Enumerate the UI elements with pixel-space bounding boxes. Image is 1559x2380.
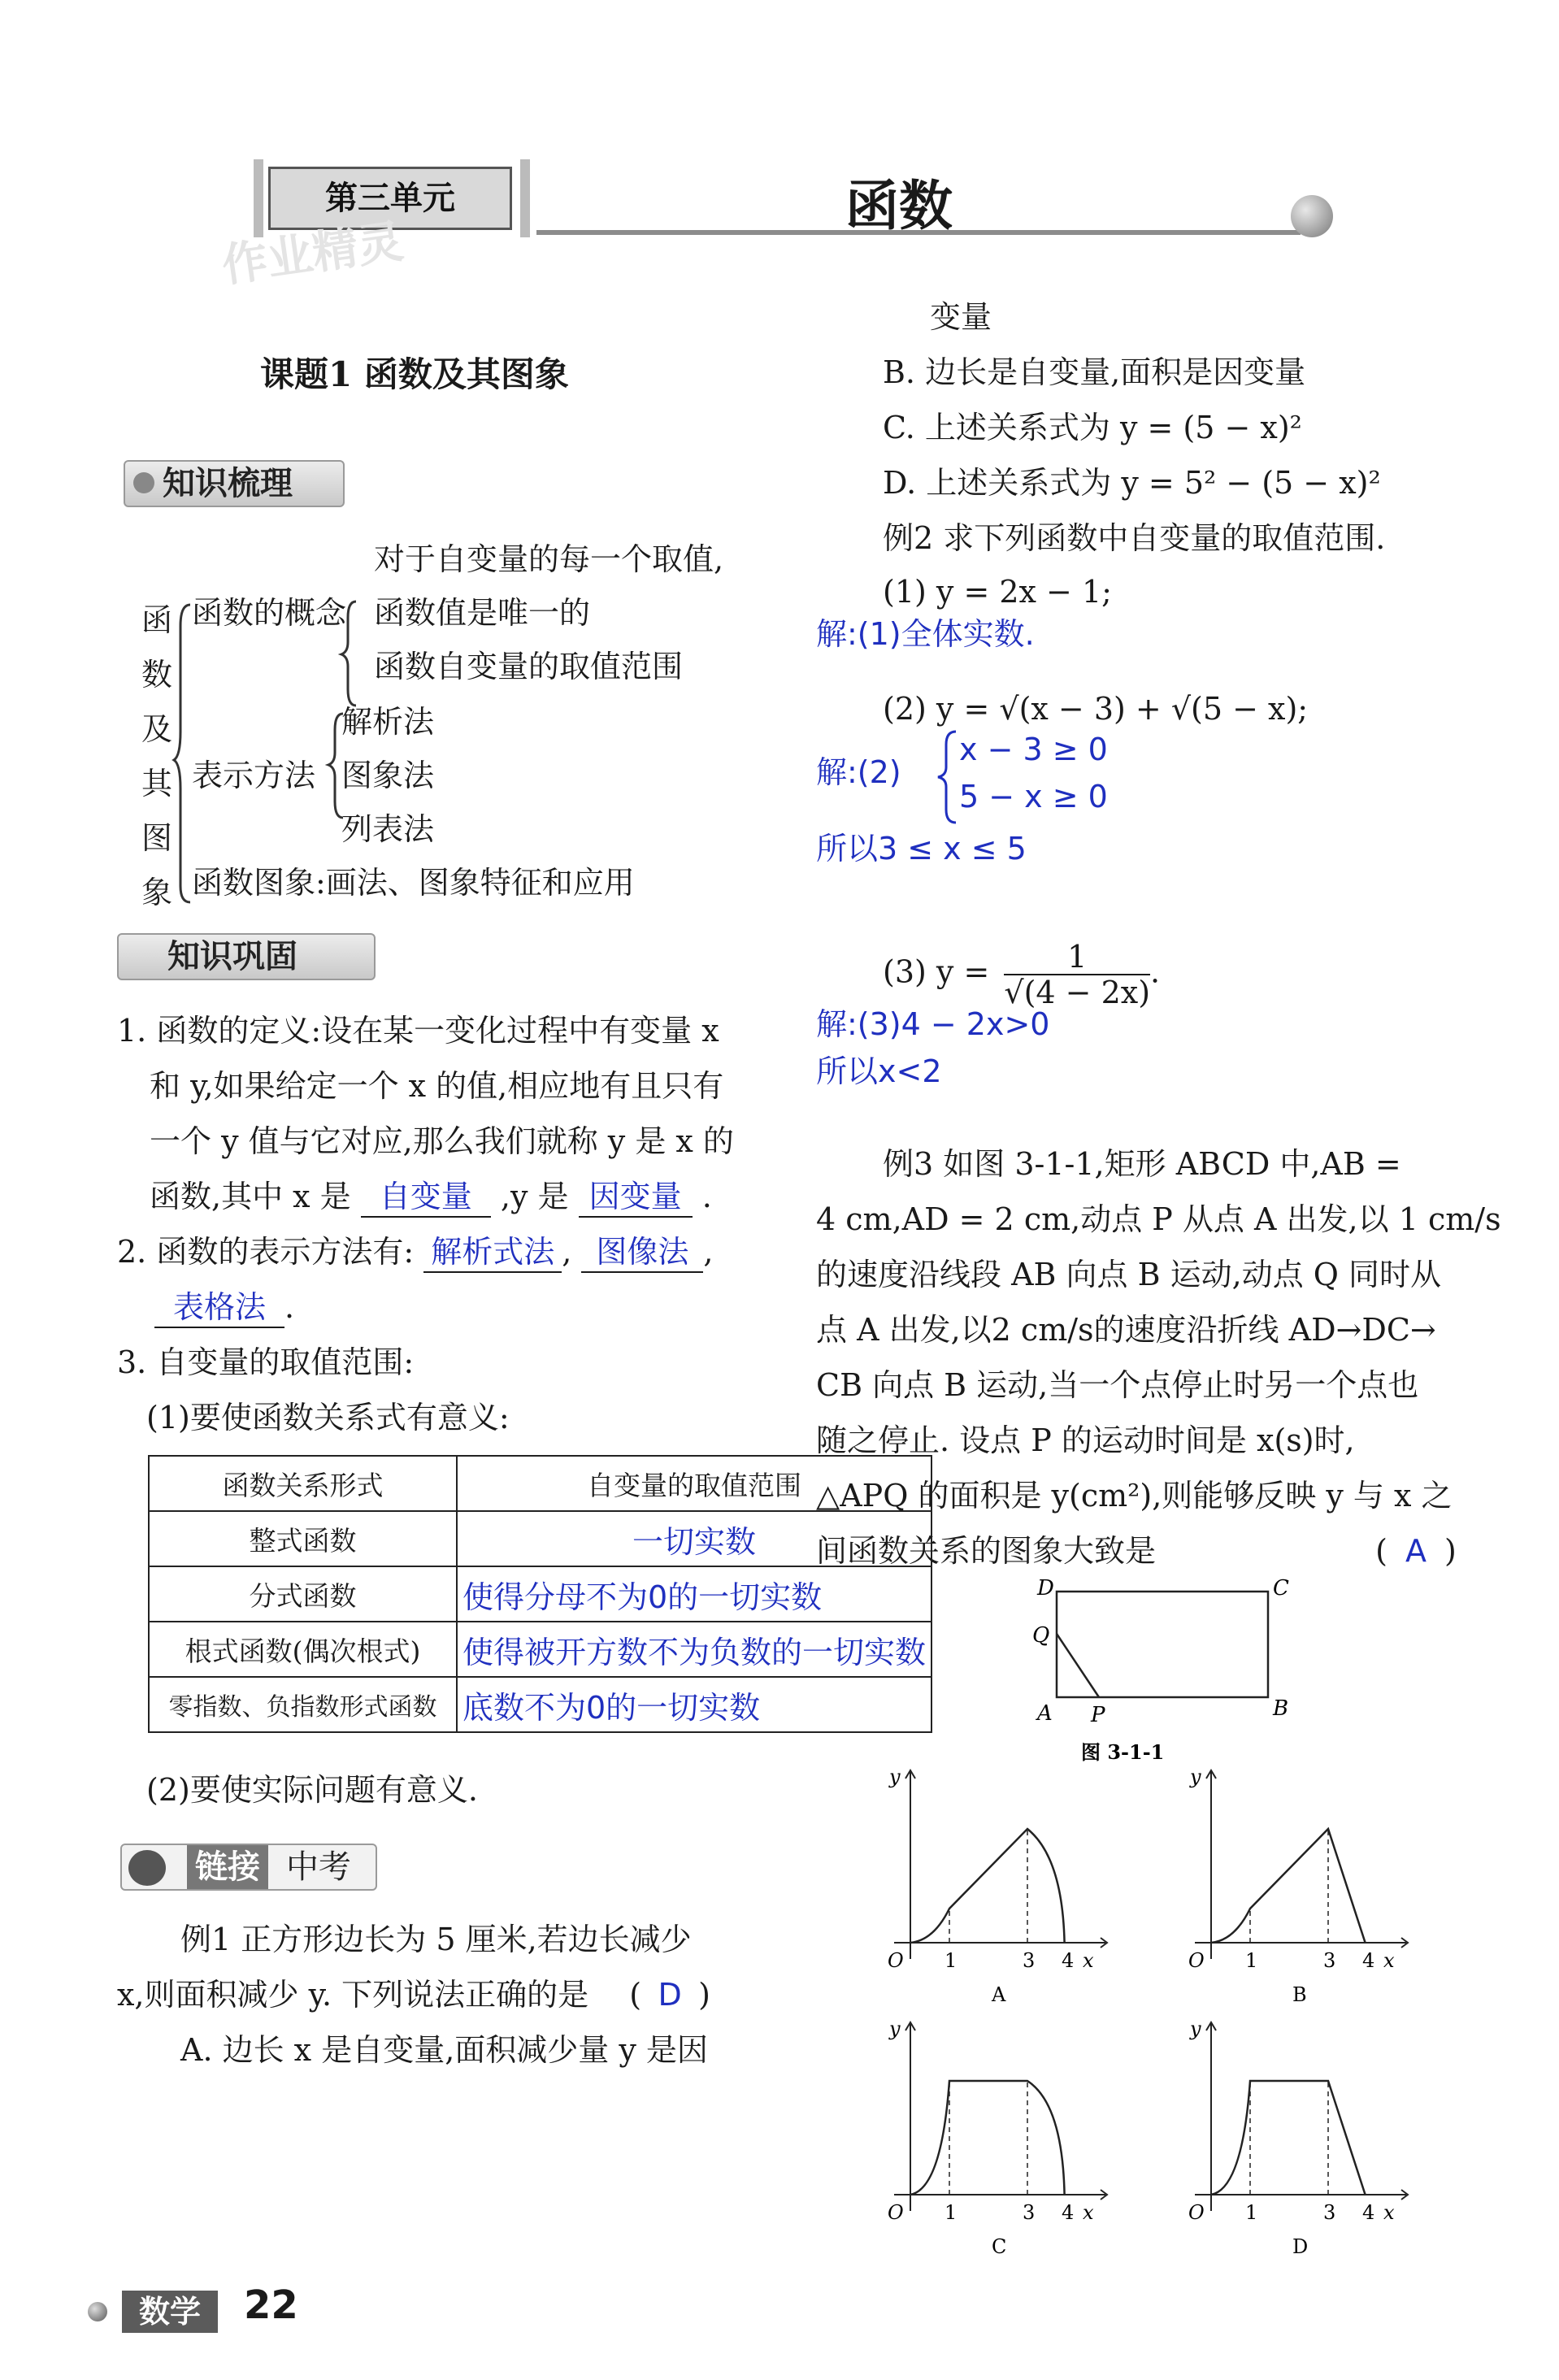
chapter-title: 函数 (845, 175, 953, 237)
ex3-line: 4 cm,AD = 2 cm,动点 P 从点 A 出发,以 1 cm/s (816, 1201, 1501, 1237)
ex2-title: 例2 求下列函数中自变量的取值范围. (883, 520, 1386, 556)
table-cell: 零指数、负指数形式函数 (149, 1677, 457, 1732)
q2-text: 2. 函数的表示方法有: (117, 1234, 415, 1270)
ex1-text: x,则面积减少 y. 下列说法正确的是 (117, 1977, 589, 2013)
fraction-numerator: 1 (1004, 940, 1150, 975)
q1-line: 和 y,如果给定一个 x 的值,相应地有且只有 (150, 1068, 724, 1104)
tree-root-char: 其 (141, 766, 173, 801)
ex1-option-c: C. 上述关系式为 y = (5 − x)² (883, 410, 1302, 445)
option-label: A (992, 1983, 1006, 2006)
x-axis-label: x (1383, 2201, 1395, 2224)
option-graph-A (862, 1764, 1105, 2008)
ex3-line: 随之停止. 设点 P 的运动时间是 x(s)时, (816, 1422, 1355, 1458)
origin-label: O (1188, 1949, 1205, 1972)
ex2-s3-result: 所以x<2 (816, 1053, 942, 1089)
ex1-option-a-cont: 变量 (930, 299, 992, 335)
table-row (149, 1566, 931, 1622)
range-table (148, 1455, 932, 1733)
tick-label: 4 (1062, 2201, 1075, 2224)
subject-badge: 数学 (122, 2291, 218, 2333)
unit-label: 第三单元 (268, 167, 512, 230)
ex1-line: x,则面积减少 y. 下列说法正确的是 ( D ) (117, 1977, 710, 2013)
table-cell-answer: 底数不为0的一切实数 (457, 1677, 931, 1732)
tick-label: 4 (1362, 1949, 1375, 1972)
q2-line: 2. 函数的表示方法有: 解析式法 , 图像法 , (117, 1232, 714, 1273)
tick-label: 1 (945, 1949, 958, 1972)
fig-label-D: D (1037, 1576, 1054, 1600)
option-graph-B (1162, 1764, 1406, 2008)
table-row (149, 1677, 931, 1732)
table-header: 自变量的取值范围 (457, 1456, 931, 1511)
tick-label: 1 (1245, 2201, 1258, 2224)
q1-answer-1: 自变量 (361, 1177, 491, 1218)
origin-label: O (888, 1949, 904, 1972)
fig-label-C: C (1273, 1576, 1289, 1600)
fig-label-A: A (1037, 1701, 1053, 1726)
option-label: D (1292, 2235, 1309, 2258)
origin-label: O (1188, 2201, 1205, 2224)
option-label: B (1292, 1983, 1307, 2006)
ex3-line: △APQ 的面积是 y(cm²),则能够反映 y 与 x 之 (816, 1478, 1453, 1514)
ex1-line: 例1 正方形边长为 5 厘米,若边长减少 (180, 1922, 692, 1957)
q1-line-answers (150, 1177, 712, 1218)
header-bar-right (520, 159, 530, 237)
tree-concept-item: 函数自变量的取值范围 (374, 649, 684, 684)
ex2-p3: (3) y = $\frac{1}{√(4 - 2x)}$ . (883, 939, 1161, 1010)
ex3-line-last: 间函数关系的图象大致是 ( A ) (816, 1533, 1457, 1569)
table-row (149, 1622, 931, 1677)
knowledge-consolidate-tag (117, 933, 376, 980)
option-label: C (992, 2235, 1007, 2258)
tick-label: 3 (1023, 1949, 1036, 1972)
knowledge-sort-tag (124, 460, 345, 507)
tree-root-char: 及 (141, 711, 173, 747)
q2-line-2: 表格法 . (154, 1288, 294, 1328)
y-axis-label: y (889, 2017, 901, 2040)
page-number: 22 (244, 2282, 298, 2328)
ex2-s2-result: 所以3 ≤ x ≤ 5 (816, 831, 1027, 866)
q1-text: . (701, 1179, 712, 1214)
fig-label-P: P (1091, 1703, 1105, 1727)
q1-text: ,y 是 (500, 1179, 569, 1214)
option-graph-D (1162, 2016, 1406, 2260)
system-brace (935, 728, 959, 826)
tree-concept-item: 函数值是唯一的 (374, 595, 591, 631)
tree-method-item: 列表法 (341, 811, 435, 847)
ex3-line: 例3 如图 3-1-1,矩形 ABCD 中,AB = (883, 1146, 1401, 1182)
table-cell-answer: 使得被开方数不为负数的一切实数 (457, 1622, 931, 1677)
y-axis-label: y (889, 1765, 901, 1788)
table-cell-answer: 一切实数 (457, 1511, 931, 1566)
figure-rectangle (1016, 1575, 1289, 1770)
tick-label: 1 (1245, 1949, 1258, 1972)
x-axis-label: x (1083, 1949, 1094, 1972)
ex2-p1: (1) y = 2x − 1; (883, 574, 1112, 610)
tree-methods: 表示方法 (192, 758, 316, 793)
tick-label: 4 (1362, 2201, 1375, 2224)
q3-sub2: (2)要使实际问题有意义. (146, 1772, 478, 1808)
tag-label: 知识巩固 (167, 938, 297, 975)
tick-label: 3 (1323, 1949, 1336, 1972)
tree-concept-item: 对于自变量的每一个取值, (374, 541, 724, 577)
curve (1211, 2081, 1366, 2195)
q3-title: 3. 自变量的取值范围: (117, 1344, 415, 1380)
q1-line: 一个 y 值与它对应,那么我们就称 y 是 x 的 (150, 1123, 734, 1159)
ex3-answer: A (1405, 1533, 1427, 1569)
q1-line: 1. 函数的定义:设在某一变化过程中有变量 x (117, 1013, 719, 1049)
x-axis-label: x (1083, 2201, 1094, 2224)
tree-concept: 函数的概念 (192, 595, 347, 631)
ex1-option-b: B. 边长是自变量,面积是因变量 (883, 354, 1306, 390)
ex2-s2-l1: x − 3 ≥ 0 (959, 732, 1108, 767)
exam-label: 中考 (285, 1848, 351, 1886)
tick-label: 4 (1062, 1949, 1075, 1972)
fig-caption: 图 3-1-1 (1081, 1740, 1165, 1764)
table-cell: 根式函数(偶次根式) (149, 1622, 457, 1677)
tree-graph: 函数图象:画法、图象特征和应用 (192, 865, 635, 901)
ex1-answer: D (658, 1977, 682, 2013)
ex2-s2-l2: 5 − x ≥ 0 (959, 779, 1108, 814)
option-graph-C (862, 2016, 1105, 2260)
q3-sub1: (1)要使函数关系式有意义: (146, 1400, 510, 1435)
q1-answer-2: 因变量 (579, 1177, 693, 1218)
tick-label: 1 (945, 2201, 958, 2224)
ex3-text: 间函数关系的图象大致是 (816, 1533, 1157, 1569)
lesson-title: 课题1 函数及其图象 (260, 354, 569, 394)
q2-answer-1: 解析式法 (423, 1232, 562, 1273)
table-cell: 整式函数 (149, 1511, 457, 1566)
table-header: 函数关系形式 (149, 1456, 457, 1511)
tree-method-item: 图象法 (341, 758, 435, 793)
ex2-s3: 解:(3)4 − 2x>0 (816, 1006, 1050, 1042)
tree-root (141, 593, 174, 920)
footer-ball-icon (88, 2302, 107, 2321)
link-exam-tag (120, 1844, 377, 1891)
q2-answer-2: 图像法 (581, 1232, 703, 1273)
link-label: 链接 (187, 1845, 268, 1889)
bullet-icon (133, 472, 154, 493)
ex2-p2: (2) y = √(x − 3) + √(5 − x); (883, 691, 1309, 727)
curve (910, 2081, 1065, 2195)
ex2-p3-pre: (3) y = (883, 953, 990, 990)
table-row (149, 1511, 931, 1566)
ex1-option-a: A. 边长 x 是自变量,面积减少量 y 是因 (180, 2032, 708, 2068)
curve (1211, 1829, 1366, 1943)
watermark: 作业精灵 (219, 215, 407, 293)
table-header-row (149, 1456, 931, 1511)
curve (910, 1829, 1065, 1943)
q1-text: 函数,其中 x 是 (150, 1179, 351, 1214)
tree-root-char: 象 (141, 875, 173, 910)
table-cell-answer: 使得分母不为0的一切实数 (457, 1566, 931, 1622)
q2-answer-3: 表格法 (154, 1288, 284, 1328)
table-cell: 分式函数 (149, 1566, 457, 1622)
origin-label: O (888, 2201, 904, 2224)
y-axis-label: y (1190, 2017, 1201, 2040)
x-axis-label: x (1383, 1949, 1395, 1972)
ex3-line: CB 向点 B 运动,当一个点停止时另一个点也 (816, 1367, 1419, 1403)
tag-label: 知识梳理 (163, 465, 293, 502)
tick-label: 3 (1023, 2201, 1036, 2224)
ex1-option-d: D. 上述关系式为 y = 5² − (5 − x)² (883, 465, 1381, 501)
tick-label: 3 (1323, 2201, 1336, 2224)
tree-root-char: 图 (141, 820, 173, 856)
tree-root-char: 函 (141, 602, 173, 638)
tree-method-item: 解析法 (341, 704, 435, 740)
ex2-s2-label: 解:(2) (816, 754, 901, 790)
fraction-denominator: √(4 − 2x) (1004, 975, 1151, 1010)
header-ball-icon (1291, 195, 1333, 237)
ex3-line: 点 A 出发,以2 cm/s的速度沿折线 AD→DC→ (816, 1312, 1436, 1348)
fig-label-B: B (1273, 1696, 1289, 1721)
hand-icon (128, 1850, 166, 1886)
y-axis-label: y (1190, 1765, 1201, 1788)
tree-root-char: 数 (141, 657, 173, 693)
ex3-line: 的速度沿线段 AB 向点 B 运动,动点 Q 同时从 (816, 1257, 1442, 1292)
ex2-s1: 解:(1)全体实数. (816, 616, 1035, 652)
fig-label-Q: Q (1032, 1623, 1050, 1648)
